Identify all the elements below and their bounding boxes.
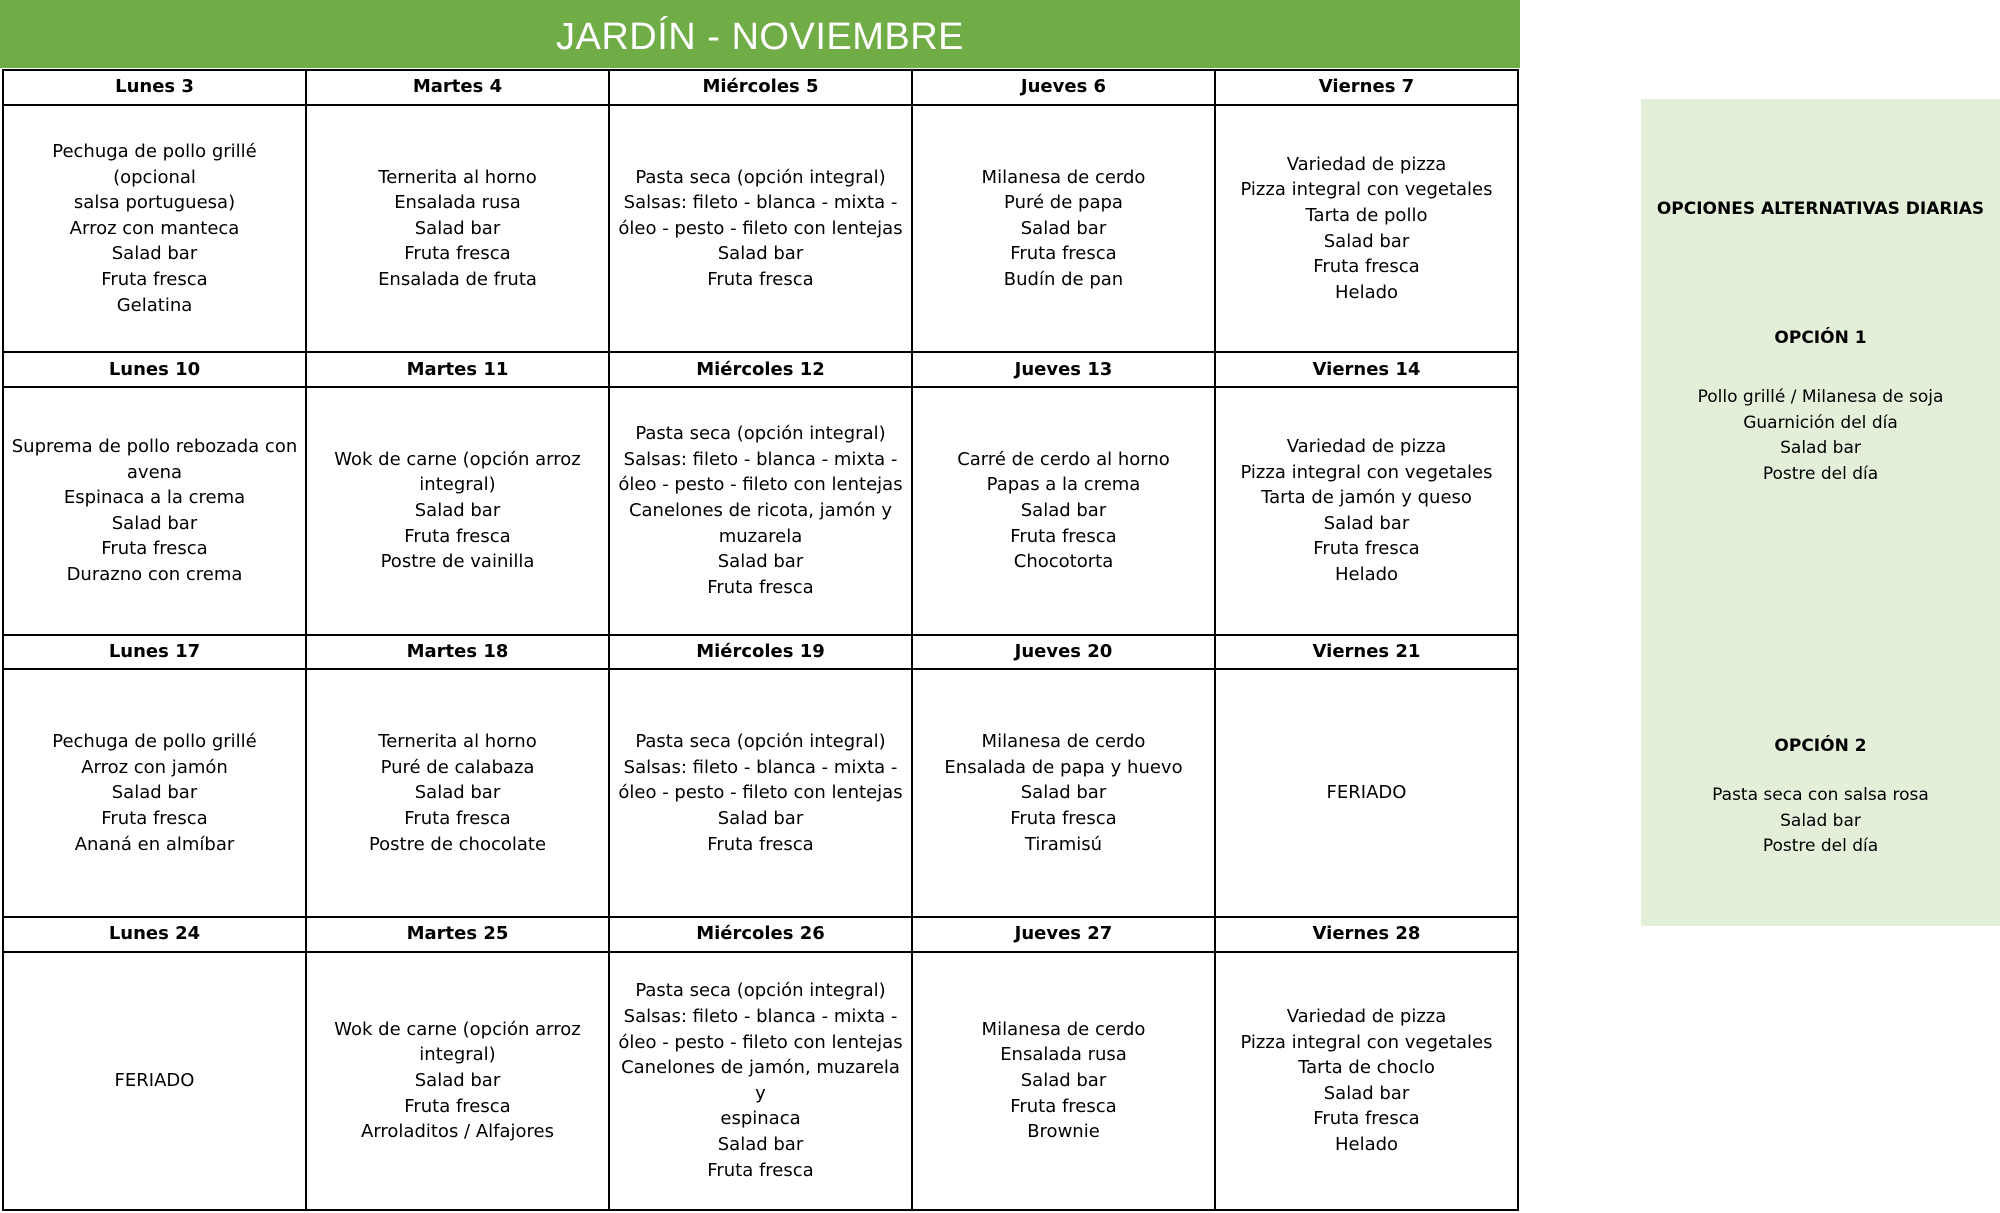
day-label: Miércoles 12 [609, 352, 912, 387]
menu-item: Pizza integral con vegetales [1240, 1031, 1493, 1053]
menu-item: Postre de chocolate [368, 833, 547, 855]
menu-item: Salsas: fileto - blanca - mixta - [623, 192, 898, 214]
menu-item: Tarta de jamón y queso [1261, 487, 1472, 509]
menu-item: Pechuga de pollo grillé (opcional [52, 141, 257, 188]
week-menu-row [3, 387, 1518, 634]
menu-item: óleo - pesto - fileto con lentejas [618, 1031, 903, 1053]
menu-item: Salad bar [1323, 1082, 1410, 1104]
week-header-row [3, 635, 1518, 670]
menu-item: Arroz con manteca [69, 217, 240, 239]
week-menu-row [3, 952, 1518, 1210]
menu-item: Tarta de choclo [1298, 1057, 1435, 1079]
menu-item: Ananá en almíbar [74, 833, 235, 855]
menu-item: Gelatina [116, 294, 193, 316]
menu-item: Salad bar [414, 1070, 501, 1092]
menu-item: integral) [419, 474, 496, 496]
menu-item: Salad bar [414, 782, 501, 804]
menu-item: Salsas: fileto - blanca - mixta - [623, 1006, 898, 1028]
option-2-item: Pasta seca con salsa rosa [1712, 785, 1929, 805]
menu-item: Espinaca a la crema [63, 487, 246, 509]
menu-item: Fruta fresca [1313, 538, 1420, 560]
day-menu-cell [912, 387, 1215, 634]
menu-item: Helado [1334, 281, 1399, 303]
menu-item: Canelones de jamón, muzarela y [621, 1057, 900, 1104]
menu-item: Ensalada de papa y huevo [944, 756, 1183, 778]
menu-item: Variedad de pizza [1286, 1006, 1447, 1028]
day-label: Viernes 28 [1215, 917, 1518, 952]
day-menu-cell [1215, 669, 1518, 916]
menu-item: Salad bar [1020, 500, 1107, 522]
menu-item: Fruta fresca [1010, 1095, 1117, 1117]
menu-item: Brownie [1027, 1121, 1100, 1143]
day-menu-cell [3, 952, 306, 1210]
menu-item: Ensalada de fruta [378, 269, 537, 290]
menu-item: Helado [1334, 564, 1399, 586]
option-2-item: Salad bar [1780, 810, 1861, 831]
menu-item: Salad bar [717, 1134, 804, 1156]
option-2-item: Postre del día [1762, 836, 1879, 857]
menu-item: Fruta fresca [707, 269, 814, 290]
menu-item: Fruta fresca [404, 1095, 511, 1117]
week-menu-row [3, 105, 1518, 352]
menu-item: Pechuga de pollo grillé [52, 731, 257, 753]
day-label: Lunes 10 [3, 352, 306, 387]
menu-table [2, 69, 1519, 1211]
week-header-row [3, 70, 1518, 105]
alternatives-title: OPCIONES ALTERNATIVAS DIARIAS [1656, 199, 1985, 219]
menu-item: Pasta seca (opción integral) [635, 423, 886, 445]
menu-item: Fruta fresca [101, 269, 208, 290]
menu-item: Ensalada rusa [1000, 1044, 1127, 1066]
menu-item: Fruta fresca [1313, 256, 1420, 278]
menu-item: Pizza integral con vegetales [1240, 179, 1493, 201]
menu-item: Puré de calabaza [380, 756, 535, 778]
day-menu-cell [1215, 952, 1518, 1210]
menu-item: Salad bar [1323, 512, 1410, 534]
day-label: Jueves 27 [912, 917, 1215, 952]
menu-item: Fruta fresca [404, 525, 511, 547]
menu-item: Carré de cerdo al horno [957, 448, 1170, 470]
menu-item: Salad bar [111, 782, 198, 804]
day-label: Martes 11 [306, 352, 609, 387]
menu-item: espinaca [720, 1108, 801, 1130]
menu-item: Arroz con jamón [81, 756, 228, 778]
menu-item: Milanesa de cerdo [981, 1018, 1146, 1040]
day-label: Martes 25 [306, 917, 609, 952]
option-1-title: OPCIÓN 1 [1774, 328, 1867, 348]
day-label: Jueves 13 [912, 352, 1215, 387]
menu-item: Variedad de pizza [1286, 153, 1447, 175]
menu-item: Fruta fresca [707, 833, 814, 855]
day-label: Miércoles 19 [609, 635, 912, 670]
day-label: Lunes 3 [3, 70, 306, 105]
week-header-row [3, 917, 1518, 952]
menu-item: Salad bar [414, 500, 501, 522]
menu-item: Fruta fresca [707, 576, 814, 598]
menu-item: Tarta de pollo [1305, 205, 1428, 227]
day-menu-cell [306, 387, 609, 634]
menu-item: Arroladitos / Alfajores [361, 1121, 554, 1143]
day-label: Viernes 14 [1215, 352, 1518, 387]
day-menu-cell [306, 669, 609, 916]
week-menu-row [3, 669, 1518, 916]
day-menu-cell [609, 105, 912, 352]
menu-item: FERIADO [114, 1070, 195, 1092]
day-menu-cell [306, 105, 609, 352]
day-label: Jueves 20 [912, 635, 1215, 670]
menu-item: Fruta fresca [404, 807, 511, 829]
day-label: Miércoles 5 [609, 70, 912, 105]
menu-item: Durazno con crema [66, 564, 243, 586]
menu-item: salsa portuguesa) [73, 192, 236, 214]
day-label: Lunes 17 [3, 635, 306, 670]
option-1-item: Salad bar [1780, 438, 1861, 459]
menu-item: Wok de carne (opción arroz [334, 448, 581, 470]
menu-item: Suprema de pollo rebozada con [11, 436, 298, 458]
menu-item: Ternerita al horno [378, 731, 537, 753]
day-menu-cell [609, 387, 912, 634]
day-label: Lunes 24 [3, 917, 306, 952]
day-label: Viernes 7 [1215, 70, 1518, 105]
menu-item: Milanesa de cerdo [981, 166, 1146, 188]
menu-item: Ensalada rusa [394, 192, 521, 214]
menu-item: Salad bar [1020, 1070, 1107, 1092]
day-label: Miércoles 26 [609, 917, 912, 952]
menu-item: Wok de carne (opción arroz [334, 1018, 581, 1040]
menu-item: Salad bar [717, 243, 804, 265]
menu-item: Salad bar [1323, 230, 1410, 252]
menu-item: óleo - pesto - fileto con lentejas [618, 217, 903, 239]
menu-item: Salad bar [717, 551, 804, 573]
day-menu-cell [609, 952, 912, 1210]
option-1-item: Postre del día [1762, 463, 1879, 484]
week-header-row [3, 352, 1518, 387]
menu-item: FERIADO [1326, 782, 1407, 804]
menu-item: Canelones de ricota, jamón y [628, 500, 893, 522]
menu-item: Pasta seca (opción integral) [635, 731, 886, 753]
menu-item: Milanesa de cerdo [981, 731, 1146, 753]
menu-item: Fruta fresca [1010, 243, 1117, 265]
menu-item: Chocotorta [1013, 551, 1114, 573]
menu-item: Pasta seca (opción integral) [635, 980, 886, 1002]
option-1-item: Guarnición del día [1743, 412, 1898, 433]
page-title: JARDÍN - NOVIEMBRE [0, 0, 1520, 68]
day-menu-cell [3, 669, 306, 916]
option-2-list [1641, 783, 2000, 860]
menu-item: Salsas: fileto - blanca - mixta - [623, 756, 898, 778]
menu-item: Ternerita al horno [378, 166, 537, 188]
menu-item: Puré de papa [1004, 192, 1123, 214]
menu-item: Variedad de pizza [1286, 436, 1447, 458]
menu-item: Budín de pan [1003, 269, 1124, 290]
menu-item: Fruta fresca [1010, 807, 1117, 829]
day-menu-cell [912, 952, 1215, 1210]
day-label: Viernes 21 [1215, 635, 1518, 670]
menu-item: Fruta fresca [1010, 525, 1117, 547]
day-label: Martes 4 [306, 70, 609, 105]
option-1-list [1641, 385, 2000, 487]
menu-item: Fruta fresca [404, 243, 511, 265]
day-menu-cell [3, 105, 306, 352]
menu-item: Fruta fresca [101, 538, 208, 560]
day-menu-cell [912, 669, 1215, 916]
menu-item: integral) [419, 1044, 496, 1066]
day-menu-cell [1215, 387, 1518, 634]
day-menu-cell [912, 105, 1215, 352]
day-menu-cell [3, 387, 306, 634]
menu-item: Salsas: fileto - blanca - mixta - [623, 448, 898, 470]
menu-item: Helado [1334, 1134, 1399, 1156]
day-label: Jueves 6 [912, 70, 1215, 105]
menu-item: óleo - pesto - fileto con lentejas [618, 782, 903, 804]
menu-item: Salad bar [414, 217, 501, 239]
menu-item: Salad bar [111, 512, 198, 534]
menu-item: Salad bar [111, 243, 198, 265]
day-menu-cell [1215, 105, 1518, 352]
day-label: Martes 18 [306, 635, 609, 670]
menu-item: Fruta fresca [707, 1159, 814, 1181]
menu-item: Pizza integral con vegetales [1240, 461, 1493, 483]
menu-item: Salad bar [1020, 217, 1107, 239]
day-menu-cell [306, 952, 609, 1210]
option-1-item: Pollo grillé / Milanesa de soja [1697, 387, 1944, 407]
menu-item: óleo - pesto - fileto con lentejas [618, 474, 903, 496]
alternatives-panel [1641, 99, 2000, 926]
menu-item: Tiramisú [1024, 833, 1103, 855]
menu-item: Papas a la crema [986, 474, 1141, 496]
menu-item: muzarela [718, 525, 803, 547]
menu-item: Pasta seca (opción integral) [635, 166, 886, 188]
menu-item: Fruta fresca [101, 807, 208, 829]
menu-item: avena [126, 461, 183, 483]
menu-item: Salad bar [717, 807, 804, 829]
menu-item: Salad bar [1020, 782, 1107, 804]
day-menu-cell [609, 669, 912, 916]
menu-item: Fruta fresca [1313, 1108, 1420, 1130]
menu-item: Postre de vainilla [380, 551, 535, 573]
option-2-title: OPCIÓN 2 [1774, 736, 1867, 756]
